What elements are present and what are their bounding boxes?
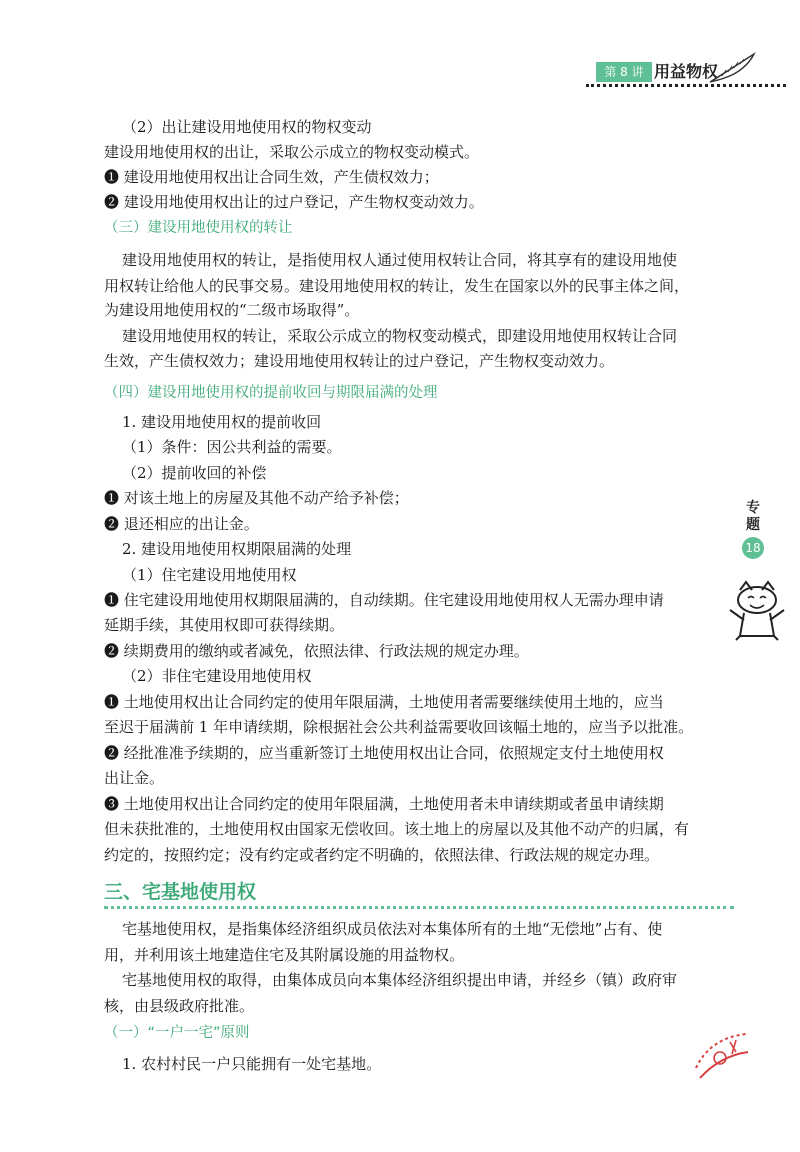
list-item: ❸ 土地使用权出让合同约定的使用年限届满，土地使用者未申请续期或者虽申请续期: [104, 795, 664, 813]
section-heading: （四）建设用地使用权的提前收回与期限届满的处理: [104, 385, 438, 401]
paragraph-line: 建设用地使用权的转让，是指使用权人通过使用权转让合同，将其享有的建设用地使: [122, 251, 678, 269]
side-tab-label-1: 专: [746, 500, 760, 516]
paragraph-line: 约定的，按照约定；没有约定或者约定不明确的，依照法律、行政法规的规定办理。: [104, 846, 660, 864]
paragraph-line: 延期手续，其使用权即可获得续期。: [104, 616, 345, 634]
header-rule: [586, 84, 786, 87]
cat-mascot-icon: [726, 580, 788, 642]
side-tab-number: 18: [742, 537, 764, 559]
subsection-heading: （2）非住宅建设用地使用权: [122, 667, 312, 685]
chapter-title: 用益物权: [654, 62, 719, 81]
paragraph-line: 生效，产生债权效力；建设用地使用权转让的过户登记，产生物权变动效力。: [104, 352, 615, 370]
list-item: ❶ 土地使用权出让合同约定的使用年限届满，土地使用者需要继续使用土地的，应当: [104, 693, 664, 711]
list-item: ❶ 对该土地上的房屋及其他不动产给予补偿；: [104, 489, 409, 507]
paragraph-line: （1）条件：因公共利益的需要。: [122, 438, 342, 456]
paragraph-line: 建设用地使用权的转让，采取公示成立的物权变动模式，即建设用地使用权转让合同: [122, 327, 678, 345]
section-heading: （三）建设用地使用权的转让: [104, 220, 293, 236]
paragraph-line: 宅基地使用权，是指集体经济组织成员依法对本集体所有的土地“无偿地”占有、使: [122, 920, 663, 938]
paragraph-line: 出让金。: [104, 769, 165, 787]
paragraph-line: 为建设用地使用权的“二级市场取得”。: [104, 301, 360, 319]
chapter-badge: 第 8 讲: [596, 62, 652, 82]
subsection-heading: 2. 建设用地使用权期限届满的处理: [122, 540, 352, 558]
paragraph-line: 核，由县级政府批准。: [104, 997, 255, 1015]
subsection-heading: 1. 建设用地使用权的提前收回: [122, 413, 322, 431]
list-item: ❷ 经批准准予续期的，应当重新签订土地使用权出让合同，依照规定支付土地使用权: [104, 744, 664, 762]
paragraph-line: 至迟于届满前 1 年申请续期，除根据社会公共利益需要收回该幅土地的，应当予以批准。: [104, 718, 694, 736]
paragraph-line: 建设用地使用权的出让，采取公示成立的物权变动模式。: [104, 143, 480, 161]
decorative-stamp-icon: [690, 1028, 754, 1084]
section-heading: （一）“一户一宅”原则: [104, 1025, 250, 1041]
side-tab: [732, 500, 774, 559]
subsection-heading: （2）出让建设用地使用权的物权变动: [122, 118, 372, 136]
paragraph-line: 用，并利用该土地建造住宅及其附属设施的用益物权。: [104, 946, 465, 964]
chapter-section-heading: 三、宅基地使用权: [104, 881, 257, 903]
list-item: ❷ 续期费用的缴纳或者减免，依照法律、行政法规的规定办理。: [104, 642, 529, 660]
feather-icon: [708, 50, 758, 84]
subsection-heading: （2）提前收回的补偿: [122, 464, 267, 482]
paragraph-line: 但未获批准的，土地使用权由国家无偿收回。该土地上的房屋以及其他不动产的归属，有: [104, 820, 690, 838]
list-item: ❷ 退还相应的出让金。: [104, 515, 259, 533]
section-divider: [104, 906, 734, 909]
list-item: ❶ 建设用地使用权出让合同生效，产生债权效力；: [104, 168, 439, 186]
paragraph-line: 用权转让给他人的民事交易。建设用地使用权的转让，发生在国家以外的民事主体之间，: [104, 277, 690, 295]
paragraph-line: 宅基地使用权的取得，由集体成员向本集体经济组织提出申请，并经乡（镇）政府审: [122, 971, 678, 989]
side-tab-label-2: 题: [746, 517, 760, 533]
list-item: ❶ 住宅建设用地使用权期限届满的，自动续期。住宅建设用地使用权人无需办理申请: [104, 591, 664, 609]
list-item: ❷ 建设用地使用权出让的过户登记，产生物权变动效力。: [104, 193, 484, 211]
paragraph-line: 1. 农村村民一户只能拥有一处宅基地。: [122, 1055, 382, 1073]
subsection-heading: （1）住宅建设用地使用权: [122, 566, 297, 584]
